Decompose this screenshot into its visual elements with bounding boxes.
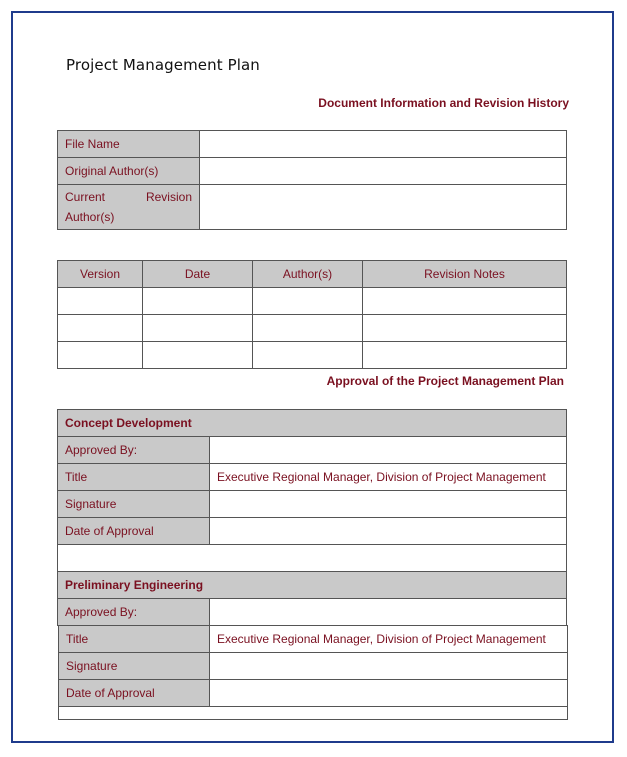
original-authors-label: Original Author(s) xyxy=(58,158,200,185)
current-revision-authors-label: Current Revision Author(s) xyxy=(58,185,200,230)
approved-by-field[interactable] xyxy=(210,599,567,626)
title-value[interactable]: Executive Regional Manager, Division of Project Management xyxy=(210,464,567,491)
title-label: Title xyxy=(59,626,210,653)
group-heading-concept-development: Concept Development xyxy=(58,410,567,437)
table-cell[interactable] xyxy=(58,342,143,369)
document-info-table xyxy=(57,130,567,230)
table-cell[interactable] xyxy=(143,288,253,315)
file-name-label: File Name xyxy=(58,131,200,158)
info-heading: Document Information and Revision History xyxy=(318,96,569,110)
signature-label: Signature xyxy=(58,491,210,518)
signature-label: Signature xyxy=(59,653,210,680)
table-cell[interactable] xyxy=(58,288,143,315)
column-header-authors: Author(s) xyxy=(253,261,363,288)
group-heading-preliminary-engineering: Preliminary Engineering xyxy=(58,572,567,599)
signature-field[interactable] xyxy=(210,491,567,518)
date-of-approval-label: Date of Approval xyxy=(59,680,210,707)
preliminary-engineering-approval-table xyxy=(58,625,568,720)
column-header-date: Date xyxy=(143,261,253,288)
spacer-row xyxy=(58,545,567,572)
date-of-approval-field[interactable] xyxy=(210,518,567,545)
file-name-field[interactable] xyxy=(200,131,567,158)
concept-development-approval-table xyxy=(57,409,567,626)
spacer-row xyxy=(59,707,568,720)
revision-history-table xyxy=(57,260,567,369)
signature-field[interactable] xyxy=(210,653,568,680)
date-of-approval-label: Date of Approval xyxy=(58,518,210,545)
table-cell[interactable] xyxy=(363,315,567,342)
column-header-revision-notes: Revision Notes xyxy=(363,261,567,288)
approved-by-label: Approved By: xyxy=(58,437,210,464)
current-revision-authors-field[interactable] xyxy=(200,185,567,230)
table-cell[interactable] xyxy=(253,288,363,315)
document-title: Project Management Plan xyxy=(66,56,260,74)
date-of-approval-field[interactable] xyxy=(210,680,568,707)
table-cell[interactable] xyxy=(143,342,253,369)
table-cell[interactable] xyxy=(143,315,253,342)
approved-by-field[interactable] xyxy=(210,437,567,464)
title-value[interactable]: Executive Regional Manager, Division of Project Management xyxy=(210,626,568,653)
table-cell[interactable] xyxy=(363,288,567,315)
approval-heading: Approval of the Project Management Plan xyxy=(326,374,564,388)
table-row xyxy=(58,288,567,315)
column-header-version: Version xyxy=(58,261,143,288)
title-label: Title xyxy=(58,464,210,491)
table-row xyxy=(58,342,567,369)
table-cell[interactable] xyxy=(58,315,143,342)
original-authors-field[interactable] xyxy=(200,158,567,185)
table-cell[interactable] xyxy=(363,342,567,369)
table-cell[interactable] xyxy=(253,315,363,342)
table-cell[interactable] xyxy=(253,342,363,369)
table-row xyxy=(58,315,567,342)
approved-by-label: Approved By: xyxy=(58,599,210,626)
